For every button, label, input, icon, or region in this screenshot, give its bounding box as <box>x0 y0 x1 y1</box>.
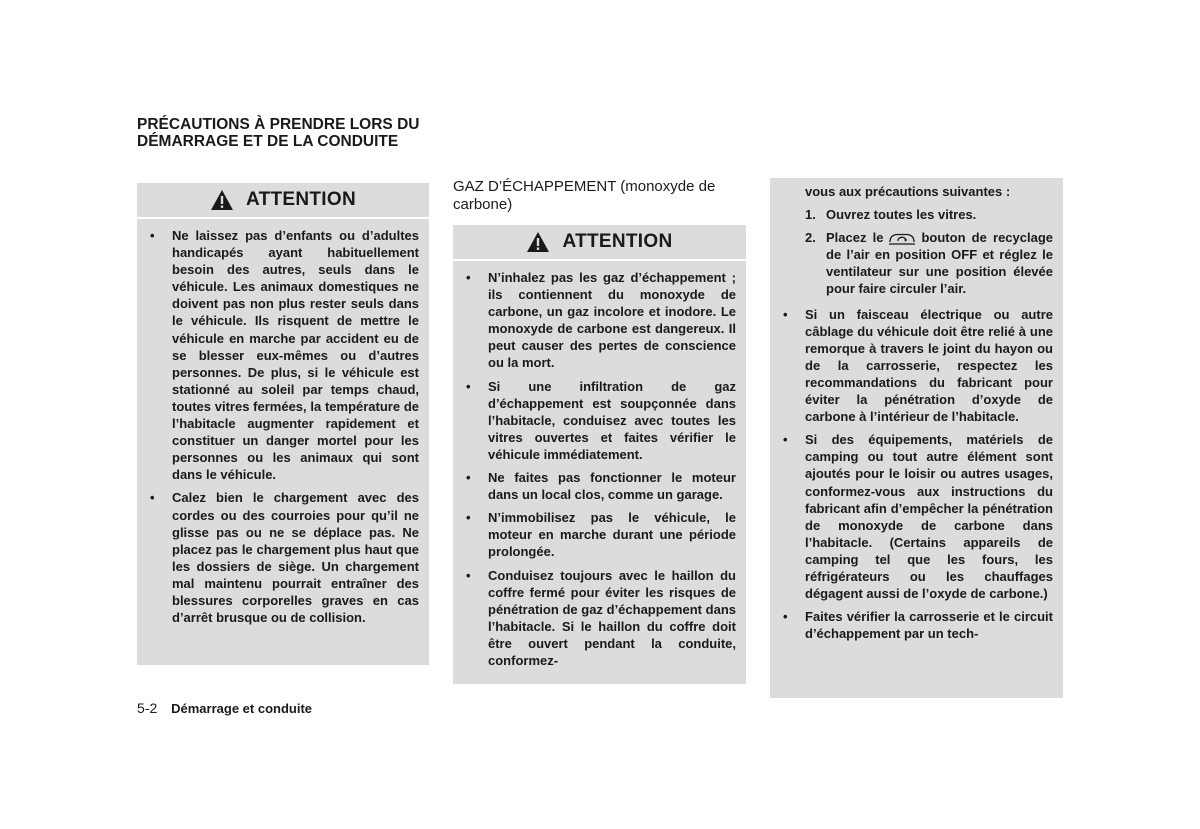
section-heading-exhaust: GAZ D’ÉCHAPPEMENT (monoxyde de carbone) <box>453 178 716 213</box>
warning-triangle-icon <box>210 189 234 211</box>
step-number: 2. <box>805 230 816 246</box>
warning-item: • N’inhalez pas les gaz d’échappement ; ils contiennent du monoxyde de carbone, un gaz incolore et inodore. Le monoxyde de carbone est dangereux. Il peut causer des pertes de conscience ou la mort. <box>488 269 736 372</box>
warning-list <box>770 298 1063 643</box>
page-number: 5-2 <box>137 700 158 716</box>
step-text <box>826 229 1053 297</box>
footer-section-title: Démarrage et conduite <box>171 701 312 716</box>
warning-item: • Si une infiltration de gaz d’échappement est soupçonnée dans l’habitacle, conduisez avec toutes les vitres ouvertes et faites vérifier le véhicule immédiatement. <box>488 378 736 463</box>
air-recirculation-icon <box>887 232 917 246</box>
step-text-before: Placez le <box>826 230 884 246</box>
warning-label: ATTENTION <box>562 231 673 252</box>
warning-label: ATTENTION <box>245 189 356 210</box>
warning-header <box>453 225 746 261</box>
warning-list <box>137 219 429 626</box>
warning-box-exhaust <box>453 225 746 684</box>
page-footer <box>137 700 312 716</box>
warning-item: • Si des équipements, matériels de camping ou tout autre élément sont ajoutés pour le loisir ou autres usages, conformez-vous aux instructions du fabricant afin d’empêcher la pénétration de monoxyde de carbone dans l’habitacle. (Certains appareils de camping tel que les fours, les réfrigérateurs ou les chauffages dégagent aussi de l’oxyde de carbone.) <box>805 431 1053 602</box>
step-item <box>770 229 1063 297</box>
page-title: PRÉCAUTIONS À PRENDRE LORS DU DÉMARRAGE ET DE LA CONDUITE <box>137 116 420 150</box>
continuation-text: vous aux précautions suivantes : <box>805 184 1011 199</box>
step-number: 1. <box>805 207 816 223</box>
warning-item: • Si un faisceau électrique ou autre câblage du véhicule doit être relié à une remorque à travers le joint du hayon ou de la carrosserie, respectez les recommandations du fabricant pour éviter la pénétration d’oxyde de carbone à l’intérieur de l’habitacle. <box>805 306 1053 426</box>
warning-triangle-icon <box>526 231 550 253</box>
warning-box-children-cargo <box>137 183 429 665</box>
warning-item: • N’immobilisez pas le véhicule, le moteur en marche durant une période prolongée. <box>488 509 736 560</box>
warning-item: • Ne laissez pas d’enfants ou d’adultes handicapés ayant habituellement besoin des autres, seuls dans le véhicule. Les animaux domestiques ne doivent pas non plus rester seuls dans le véhicule. Ils risquent de mettre le véhicule en marche par accident eu de se blesser eux-mêmes ou d’autres personnes. De plus, si le véhicule est stationné au soleil par temps chaud, toutes vitres fermées, la température de l’habitacle augmenter rapidement et constituer un danger mortel pour les personnes ou les animaux qui sont dans le véhicule. <box>172 227 419 483</box>
warning-item: • Ne faites pas fonctionner le moteur dans un local clos, comme un garage. <box>488 469 736 503</box>
warning-header <box>137 183 429 219</box>
warning-box-continued <box>770 178 1063 698</box>
warning-item: • Calez bien le chargement avec des cordes ou des courroies pour qu’il ne glisse pas ou ne se déplace pas. Ne placez pas le chargement plus haut que les dossiers de siège. Un chargement mal maintenu pourrait entraîner des blessures corporelles graves en cas d’arrêt brusque ou de collision. <box>172 489 419 626</box>
step-text-after: bouton de recyclage de l’air en position OFF et réglez le ventilateur sur une position élevée pour faire circuler l’air. <box>826 230 1053 297</box>
step-item <box>770 206 1063 223</box>
warning-item: • Conduisez toujours avec le haillon du coffre fermé pour éviter les risques de pénétration de gaz d’échappement dans l’habitacle. Si le haillon du coffre doit être ouvert pendant la conduite, conformez- <box>488 567 736 670</box>
step-text: Ouvrez toutes les vitres. <box>826 207 977 223</box>
warning-list <box>453 261 746 669</box>
warning-item: • Faites vérifier la carrosserie et le circuit d’échappement par un tech- <box>805 608 1053 642</box>
